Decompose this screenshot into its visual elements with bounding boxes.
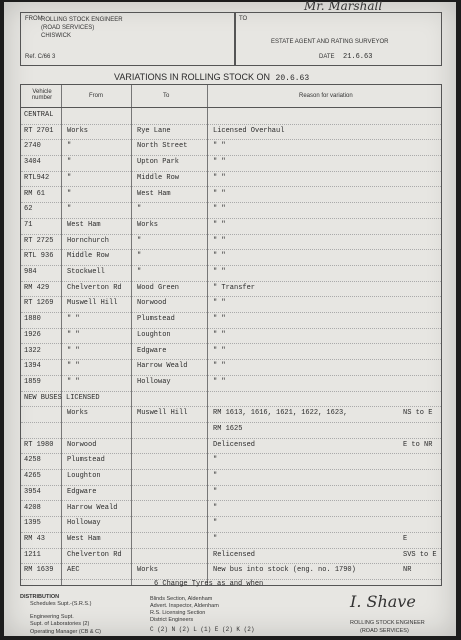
reason-cell: " Transfer [213,283,256,292]
from-cell: Loughton [67,472,101,481]
vehicle-cell: 1395 [24,519,41,528]
to-cell: Loughton [137,330,171,339]
table-row [21,297,441,310]
vehicle-cell: RT 1269 [24,299,54,308]
to-cell: Upton Park [137,158,180,167]
from-cell: Hornchurch [67,236,110,245]
table-row [21,313,441,326]
reason-cell: " " [213,315,226,324]
vehicle-cell: 2740 [24,142,41,151]
reason-cell: RM 1625 [213,425,243,433]
table-row [21,533,441,546]
signature: I. Shave [350,592,416,611]
table-row [21,564,441,577]
reason-cell: " [213,456,218,465]
from-cell: " [67,142,72,151]
from-cell: Holloway [67,519,101,528]
to-cell: Holloway [137,377,171,386]
table-row [21,266,441,279]
from-cell: Norwood [67,440,97,449]
table-row [21,549,441,562]
reason-cell: " " [213,189,226,198]
reason-cell: New bus into stock (eng. no. 1790) [213,566,356,575]
table-row [21,329,441,342]
from-label: FROM [25,16,43,22]
from-cell: " " [67,330,80,339]
reason-cell: " " [213,268,226,276]
table-row [21,125,441,138]
reason-cell: " " [213,142,226,151]
from-cell: " " [67,377,80,386]
table-row [21,203,441,216]
dist-mid-3: R.S. Licensing Section [150,610,206,616]
reason-cell: " " [213,205,226,214]
to-cell: Muswell Hill [137,409,188,418]
from-cell: Chelverton Rd [67,283,122,292]
reason-cell: " " [213,377,226,386]
to-label: TO [239,16,248,22]
vehicle-cell: 4265 [24,472,41,481]
vehicle-cell: RTL942 [24,173,50,182]
from-cell: " [67,205,72,214]
code-cell: NS to E [403,409,433,418]
dist-mid-5: C (2) N (2) L (1) E (2) K (2) [150,626,255,633]
to-cell: Plumstead [137,315,175,324]
distribution-label: DISTRIBUTION [20,594,60,600]
from-box [20,12,236,66]
dist-left-4: Operating Manager (CB & C) [30,629,101,635]
vehicle-cell: 1859 [24,377,41,386]
to-cell: Middle Row [137,173,180,182]
col-header-from: From [89,93,103,99]
from-cell: " " [67,315,80,324]
variations-table [20,84,442,586]
from-cell: Muswell Hill [67,299,118,308]
from-cell: " [67,173,72,182]
bottom-note: 6 Change Tyres as and when [154,580,264,588]
table-row [21,109,441,122]
from-cell: Stockwell [67,268,105,276]
table-row [21,470,441,483]
to-cell: North Street [137,142,188,151]
table-row [21,172,441,185]
dist-mid-1: Blinds Section, Aldenham [150,596,213,602]
vehicle-cell: 4208 [24,503,41,512]
date-label: DATE [319,54,335,60]
from-line-3: CHISWICK [41,33,71,39]
vehicle-cell: 1926 [24,330,41,339]
from-cell: Plumstead [67,456,105,465]
sign-role-2: (ROAD SERVICES) [360,628,409,634]
code-cell: E [403,534,408,543]
reason-cell: " " [213,173,226,182]
col-header-reason: Reason for variation [299,93,353,99]
reason-cell: " " [213,252,226,261]
from-cell: Chelverton Rd [67,550,122,559]
to-cell: " [137,236,142,245]
to-cell: " [137,205,142,214]
dist-left-1: Schedules Supt.-(S.R.S.) [30,601,92,607]
reason-cell: Delicensed [213,440,256,449]
code-cell: E to NR [403,440,433,449]
vehicle-cell: 1394 [24,362,41,371]
dist-left-3: Supt. of Laboratories (2) [30,621,90,627]
table-row [21,250,441,263]
table-row [21,517,441,530]
to-box [234,12,442,66]
code-cell: SVS to E [403,550,437,559]
reason-cell: " " [213,362,226,371]
table-row [21,439,441,452]
vehicle-cell: 1211 [24,550,41,559]
from-line-2: (ROAD SERVICES) [41,25,95,31]
table-row [21,486,441,499]
from-cell: West Ham [67,534,101,543]
from-cell: Harrow Weald [67,503,118,512]
from-cell: Works [67,126,89,135]
table-row [21,502,441,515]
to-cell: " [137,268,142,276]
vehicle-cell: NEW BUSES LICENSED [24,393,100,402]
reason-cell: " [213,487,218,496]
from-cell: " [67,189,72,198]
vehicle-cell: 4258 [24,456,41,465]
table-row [21,156,441,169]
sign-role-1: ROLLING STOCK ENGINEER [350,620,425,626]
reason-cell: " [213,519,218,528]
from-cell: Works [67,409,89,418]
from-cell: West Ham [67,220,101,229]
date-value: 21.6.63 [343,53,373,61]
dist-left-2: Engineering Supt. [30,614,74,620]
reason-cell: " [213,472,218,481]
document-title [114,72,309,83]
reason-cell: " " [213,220,226,229]
col-header-to: To [163,93,170,99]
table-row [21,140,441,153]
vehicle-cell: RM 61 [24,189,46,198]
vehicle-cell: RM 429 [24,283,50,292]
reason-cell: " " [213,236,226,245]
vehicle-cell: 3404 [24,158,41,167]
table-row [21,376,441,389]
table-row [21,454,441,467]
dist-mid-2: Advert. Inspector, Aldenham [150,603,219,609]
table-row [21,235,441,248]
to-line: ESTATE AGENT AND RATING SURVEYOR [271,39,389,45]
from-cell: " " [67,362,80,371]
to-cell: Edgware [137,346,167,355]
reason-cell: " " [213,346,226,355]
vehicle-cell: 3954 [24,487,41,496]
table-row [21,345,441,358]
table-row [21,282,441,295]
from-cell: AEC [67,566,80,575]
vehicle-cell: RTL 936 [24,252,54,261]
reason-cell: Licensed Overhaul [213,126,285,135]
reason-cell: " " [213,299,226,308]
vehicle-cell: 984 [24,268,37,276]
vehicle-cell: CENTRAL [24,111,54,119]
handwritten-addressee: Mr. Marshall [304,0,383,13]
from-cell: Edgware [67,487,97,496]
to-cell: Works [137,220,159,229]
ref-label: Ref. C/66 3 [25,54,56,60]
vehicle-cell: 62 [24,205,33,214]
table-row [21,360,441,373]
to-cell: Works [137,566,159,575]
vehicle-cell: RT 2725 [24,236,54,245]
table-body [21,109,441,585]
code-cell: NR [403,566,412,575]
from-cell: Middle Row [67,252,110,261]
to-cell: " [137,252,142,261]
table-row [21,423,441,436]
from-cell: " [67,158,72,167]
table-row [21,188,441,201]
to-cell: Wood Green [137,283,180,292]
vehicle-cell: RM 1639 [24,566,54,575]
reason-cell: " [213,503,218,512]
to-cell: Norwood [137,299,167,308]
vehicle-cell: 1322 [24,346,41,355]
to-cell: Rye Lane [137,126,171,135]
reason-cell: RM 1613, 1616, 1621, 1622, 1623, [213,409,348,418]
table-row [21,407,441,420]
from-cell: " " [67,346,80,355]
reason-cell: Relicensed [213,550,256,559]
reason-cell: " [213,534,218,543]
col-header-vehicle: Vehicle number [31,89,53,101]
table-row [21,392,441,405]
vehicle-cell: RM 43 [24,534,46,543]
vehicle-cell: RT 2701 [24,126,54,135]
vehicle-cell: RT 1980 [24,440,54,449]
from-line-1: ROLLING STOCK ENGINEER [41,17,123,23]
reason-cell: " " [213,158,226,167]
title-text: VARIATIONS IN ROLLING STOCK ON [114,72,271,82]
dist-mid-4: District Engineers [150,617,194,623]
table-row [21,219,441,232]
reason-cell: " " [213,330,226,339]
vehicle-cell: 71 [24,220,33,229]
memo-sheet [4,2,456,636]
title-date: 20.6.63 [275,74,310,83]
vehicle-cell: 1880 [24,315,41,324]
to-cell: West Ham [137,189,171,198]
to-cell: Harrow Weald [137,362,188,371]
